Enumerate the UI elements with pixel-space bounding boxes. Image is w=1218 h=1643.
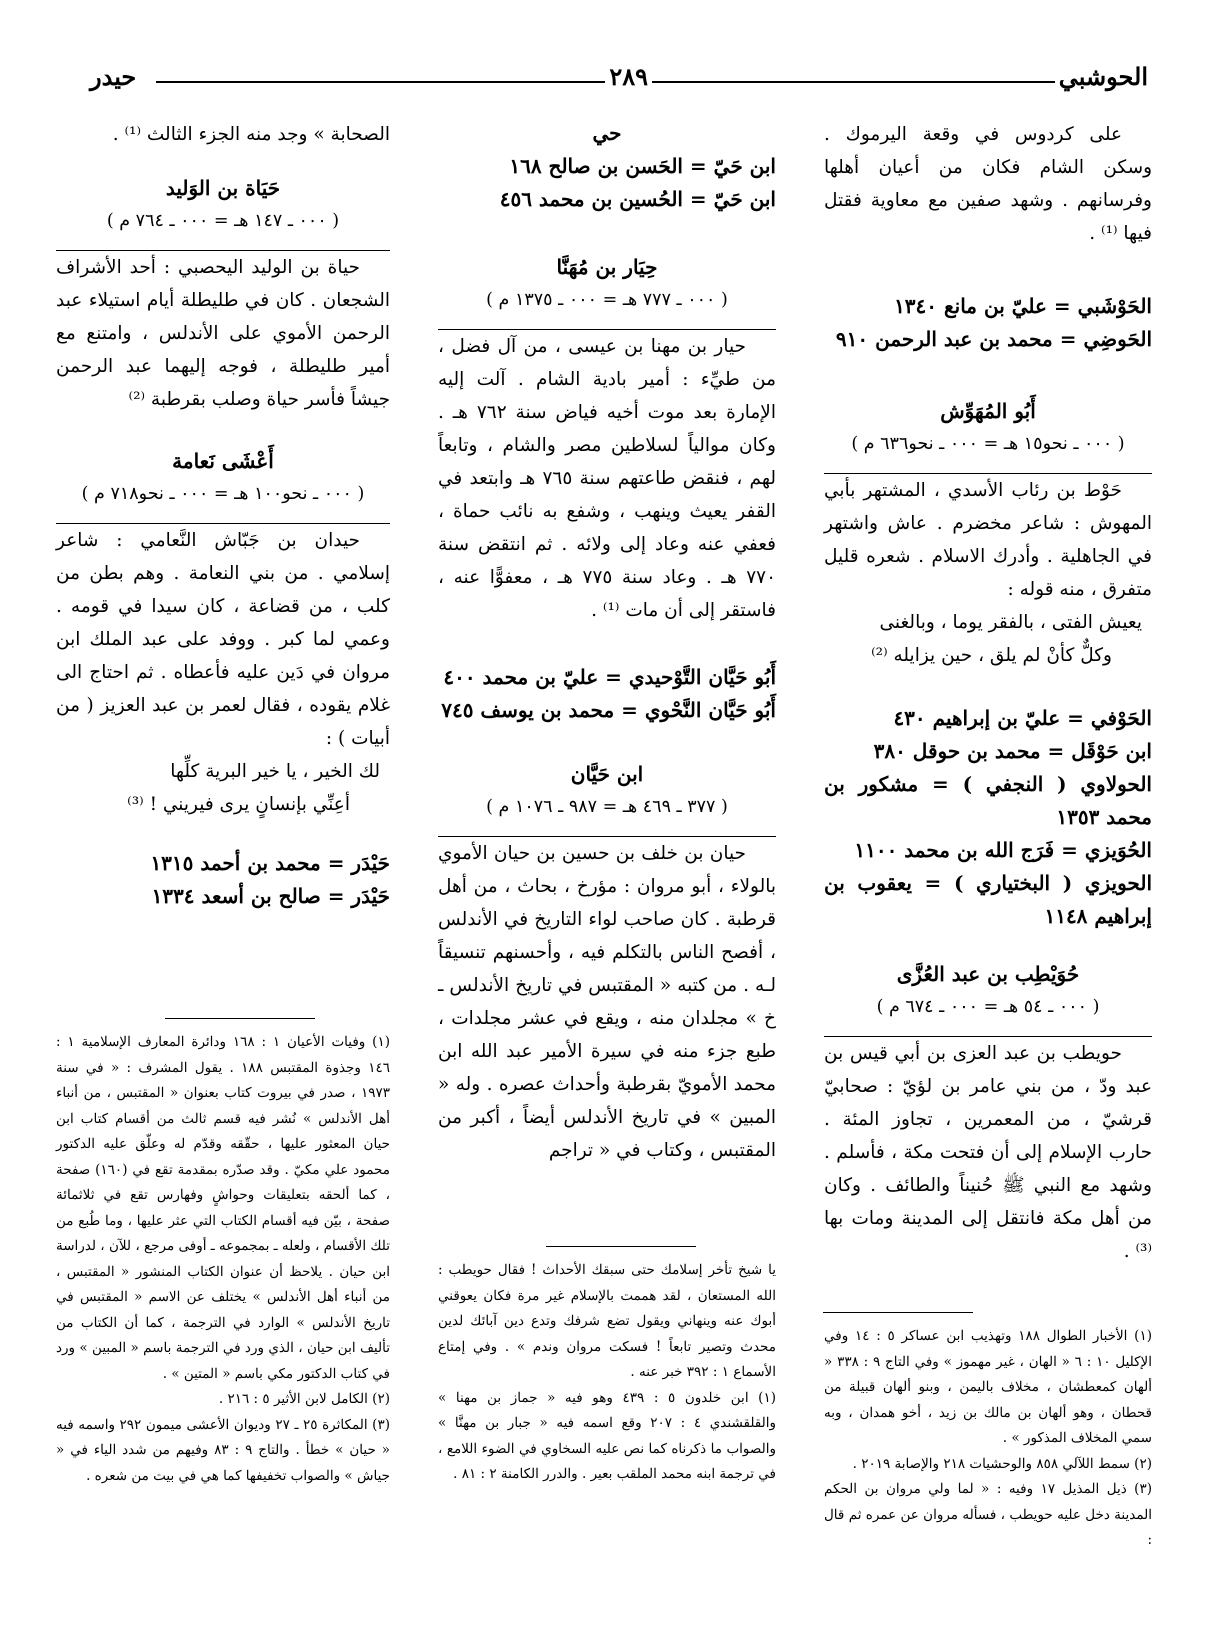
verse-line: وكلٌّ كأنْ لم يلق ، حين يزايله ⁽²⁾: [871, 645, 1112, 666]
verse-line: لك الخير ، يا خير البرية كلِّها: [170, 761, 380, 782]
footnote: (٣) المكاثرة ٢٥ ـ ٢٧ وديوان الأعشى ميمون ٢٩٢ واسمه فيه « حيان » خطأ . والتاج ٩ : ٨٣ وفيهم من شدد الياء في « جياش » والصواب تخفيفها كما هي في بيت من شعره .: [56, 1416, 391, 1484]
continued-text: على كردوس في وقعة اليرموك . وسكن الشام فكان من أعيان أهلها وفرسانهم . وشهد صفين مع معاوية فقتل فيها ⁽¹⁾ .: [824, 124, 1152, 244]
column-right: [824, 118, 1152, 1290]
footnote: (٣) ذيل المذيل ١٧ وفيه : « لما ولي مروان بن الحكم المدينة دخل عليه حويطب ، فسأله مروان عن عمره ثم قال :: [824, 1481, 1152, 1548]
footnote: يا شيخ تأخر إسلامك حتى سبقك الأحداث ! فقال حويطب : الله المستعان ، لقد هممت بالإسلام غير مرة فكان يعوقني أبوك عنه وينهاني ويقول تضع شرفك وتدع دين آبائك لدين محدث وتصير تابعاً ! فسكت مروان وندم » . وفي إمتاع الأسماع ١ : ٣٩٢ خبر عنه .: [438, 1262, 776, 1380]
cross-reference: ابن حَيّ = الحُسين بن محمد ٤٥٦: [499, 187, 776, 211]
cross-reference: ابن حَيّ = الحَسن بن صالح ١٦٨: [509, 154, 776, 178]
footnotes-left: [56, 1030, 390, 1489]
cross-reference: أَبُو حَيَّان النَّحْوي = محمد بن يوسف ٧٤٥: [441, 698, 776, 722]
entry-body: حَوْط بن رئاب الأسدي ، المشتهر بأبي المهوش : شاعر مخضرم . عاش واشتهر في الجاهلية . وأدرك الاسلام . شعره قليل متفرق ، منه قوله :: [824, 480, 1152, 600]
footnote: (٢) سمط اللآلي ٨٥٨ والوحشيات ٢١٨ والإصابة ٢٠١٩ .: [852, 1455, 1152, 1472]
entry-body: حويطب بن عبد العزى بن أبي قيس بن عبد ودّ ، من بني عامر بن لؤيّ : صحابيّ قرشيّ ، من المعمرين ، تجاوز المئة . حارب الإسلام إلى أن فتحت مكة ، فأسلم . وشهد مع النبي ﷺ حُنيناً والطائف . وكان من أهل مكة فانتقل إلى المدينة ومات بها ⁽³⁾ .: [824, 1043, 1152, 1262]
entry-dates: ( ٠٠٠ ـ نحو١٠٠ هـ = ٠٠٠ ـ نحو٧١٨ م ): [56, 478, 390, 524]
entry-body: حيدان بن جَبّاش النَّعامي : شاعر إسلامي . من بني النعامة . وهم بطن من كلب ، من قضاعة ، كان سيدا في قومه . وعمي لما كبر . ووفد على عبد الملك ابن مروان في دَين عليه فأعطاه . ثم احتاج الى غلام يقوده ، فقال لعمر بن عبد العزيز ( من أبيات ) :: [56, 530, 390, 749]
entry-title: حِيَار بن مُهَنَّا: [556, 255, 658, 279]
entry-title: ابن حَيَّان: [570, 762, 644, 786]
footnote-separator-middle: [546, 1246, 696, 1247]
cross-reference: ابن حَوْقَل = محمد بن حوقل ٣٨٠: [873, 739, 1152, 763]
cross-reference: حَيْدَر = محمد بن أحمد ١٣١٥: [150, 851, 390, 875]
entry-body: حيار بن مهنا بن عيسى ، من آل فضل ، من طيِّء : أمير بادية الشام . آلت إليه الإمارة بعد موت أخيه فياض سنة ٧٦٢ هـ . وكان موالياً لسلاطين مصر والشام ، وتابعاً لهم ، فنقض طاعتهم سنة ٧٦٥ هـ وابتعد في القفر يعيث وينهب ، وشفع به نائب حماة ، فعفي عنه وعاد إلى ولائه . ثم انتقض سنة ٧٧٠ هـ . وعاد سنة ٧٧٥ هـ ، معفوًّا عنه ، فاستقر إلى أن مات ⁽¹⁾ .: [438, 336, 777, 621]
entry-dates: ( ٠٠٠ ـ ٧٧٧ هـ = ٠٠٠ ـ ١٣٧٥ م ): [438, 284, 776, 330]
footnotes-middle: [438, 1258, 776, 1488]
header-running-head-right: الحوشبي: [1055, 62, 1152, 91]
footnote: (١) ابن خلدون ٥ : ٤٣٩ وهو فيه « جماز بن مهنا » والقلقشندي ٤ : ٢٠٧ وقع اسمه فيه « جبار بن مهنَّا » والصواب ما ذكرناه كما نص عليه السخاوي في الضوء اللامع ، في ترجمة ابنه محمد الملقب بعير . والدرر الكامنة ٢ : ٨١ .: [438, 1389, 776, 1482]
entry-dates: ( ٠٠٠ ـ ١٤٧ هـ = ٠٠٠ ـ ٧٦٤ م ): [56, 205, 390, 251]
cross-reference: الحُوَيزي = فَرَج الله بن محمد ١١٠٠: [854, 838, 1152, 862]
entry-title: أَبُو المُهَوِّش: [940, 399, 1036, 423]
entry-dates: ( ٠٠٠ ـ ٥٤ هـ = ٠٠٠ ـ ٦٧٤ م ): [824, 991, 1152, 1037]
entry-body: حيان بن خلف بن حسين بن حيان الأموي بالولاء ، أبو مروان : مؤرخ ، بحاث ، من أهل قرطبة . كان صاحب لواء التاريخ في الأندلس ، أفصح الناس بالتكلم فيه ، وأحسنهم تنسيقاً لـه . من كتبه « المقتبس في تاريخ الأندلس ـ خ » مجلدان منه ، ويقع في عشر مجلدات ، طبع جزء منه في سيرة الأمير عبد الله ابن محمد الأمويّ بقرطبة وأحداث عصره . وله « المبين » في تاريخ الأندلس أيضاً ، أكبر من المقتبس ، وكتاب في « تراجم: [438, 843, 776, 1161]
entry-title: حُوَيْطِب بن عبد العُزَّى: [896, 962, 1080, 986]
entry-body: حياة بن الوليد اليحصبي : أحد الأشراف الشجعان . كان في طليطلة أيام استيلاء عبد الرحمن الأموي على الأندلس ، وامتنع مع أمير طليطلة ، فوجه إليهما عبد الرحمن جيشاً فأسر حياة وصلب بقرطبة ⁽²⁾: [56, 257, 390, 410]
verse-line: يعيش الفتى ، بالفقر يوما ، وبالغنى: [879, 612, 1142, 633]
cross-reference: حَيْدَر = صالح بن أسعد ١٣٣٤: [151, 884, 390, 908]
entry-dates: ( ٠٠٠ ـ نحو١٥ هـ = ٠٠٠ ـ نحو٦٣٦ م ): [824, 428, 1152, 474]
continued-text: الصحابة » وجد منه الجزء الثالث ⁽¹⁾ .: [112, 124, 390, 145]
footnote: (١) وفيات الأعيان ١ : ١٦٨ ودائرة المعارف الإسلامية ١ : ١٤٦ وجذوة المقتبس ١٨٨ . يقول المشرف : « في سنة ١٩٧٣ ، صدر في بيروت كتاب بعنوان « المقتبس ، من أنباء أهل الأندلس » نُشر فيه قسم ثالث من أقسام كتاب ابن حيان المعثور عليها ، حقّقه وقدّم له وعلّق عليه الدكتور محمود علي مكيّ . وقد صدّره بمقدمة تقع في (١٦٠) صفحة ، كما ألحقه بتعليقات وحواشٍ وفهارس تقع في ثلاثمائة صفحة ، بيّن فيه أقسام الكتاب التي عثر عليها ، وما طُبع من تلك الأقسام ، ولعله ـ بمجموعه ـ أوفى مرجع ، للآن ، لدراسة ابن حيان . يلاحظ أن عنوان الكتاب المنشور « المقتبس ، من أنباء أهل الأندلس » يختلف عن الاسم « المقتبس في تاريخ الأندلس » الوارد في الترجمة ، كما أن الكتاب من تأليف ابن حيان ، الذي ورد في الترجمة باسم « المبين » ورد في كتاب الدكتور مكي باسم « المتين » .: [56, 1034, 390, 1382]
entry-dates: ( ٣٧٧ ـ ٤٦٩ هـ = ٩٨٧ ـ ١٠٧٦ م ): [438, 791, 776, 837]
header-rule-right: [642, 81, 1072, 83]
header-running-head-left: حيدر: [86, 62, 140, 91]
footnote-separator-right: [823, 1312, 973, 1313]
footnotes-right: [824, 1324, 1152, 1554]
cross-reference: أَبُو حَيَّان التَّوْحيدي = عليّ بن محمد ٤٠٠: [443, 665, 776, 689]
footnote-separator-left: [165, 1018, 315, 1019]
header-rule-left: [156, 81, 606, 83]
cross-reference: الحَوضِي = محمد بن عبد الرحمن ٩١٠: [835, 327, 1152, 351]
cross-reference: الحولاوي ( النجفي ) = مشكور بن محمد ١٣٥٣: [824, 772, 1152, 829]
entry-title: أَعْشَى نَعامة: [172, 449, 274, 473]
column-left: [56, 118, 390, 913]
footnote: (٢) الكامل لابن الأثير ٥ : ٢١٦ .: [218, 1391, 390, 1407]
cross-reference: الحَوْفي = عليّ بن إبراهيم ٤٣٠: [893, 706, 1152, 730]
column-middle: [438, 118, 776, 1189]
page-number: ٢٨٩: [605, 62, 652, 91]
cross-reference: الحَوْشَبي = عليّ بن مانع ١٣٤٠: [894, 294, 1152, 318]
verse-line: أعِنِّي بإنسانٍ يرى فيريني ! ⁽³⁾: [127, 794, 350, 815]
cross-reference: الحويزي ( البختياري ) = يعقوب بن إبراهيم ١١٤٨: [824, 871, 1152, 928]
entry-title: حَيَاة بن الوَليد: [165, 176, 281, 200]
section-heading: حي: [592, 121, 622, 145]
footnote: (١) الأخبار الطوال ١٨٨ وتهذيب ابن عساكر ٥ : ١٤ وفي الإكليل ١٠ : ٦ « الهان ، غير مهموز » وفي التاج ٩ : ٣٣٨ « ألهان كمعطشان ، مخلاف باليمن ، وبنو ألهان قبيلة من قحطان ، وهو ألهان بن مالك بن زيد ، أخو همدان ، وبه سمي المخلاف المذكور » .: [824, 1328, 1153, 1446]
page-header: [86, 62, 1152, 102]
